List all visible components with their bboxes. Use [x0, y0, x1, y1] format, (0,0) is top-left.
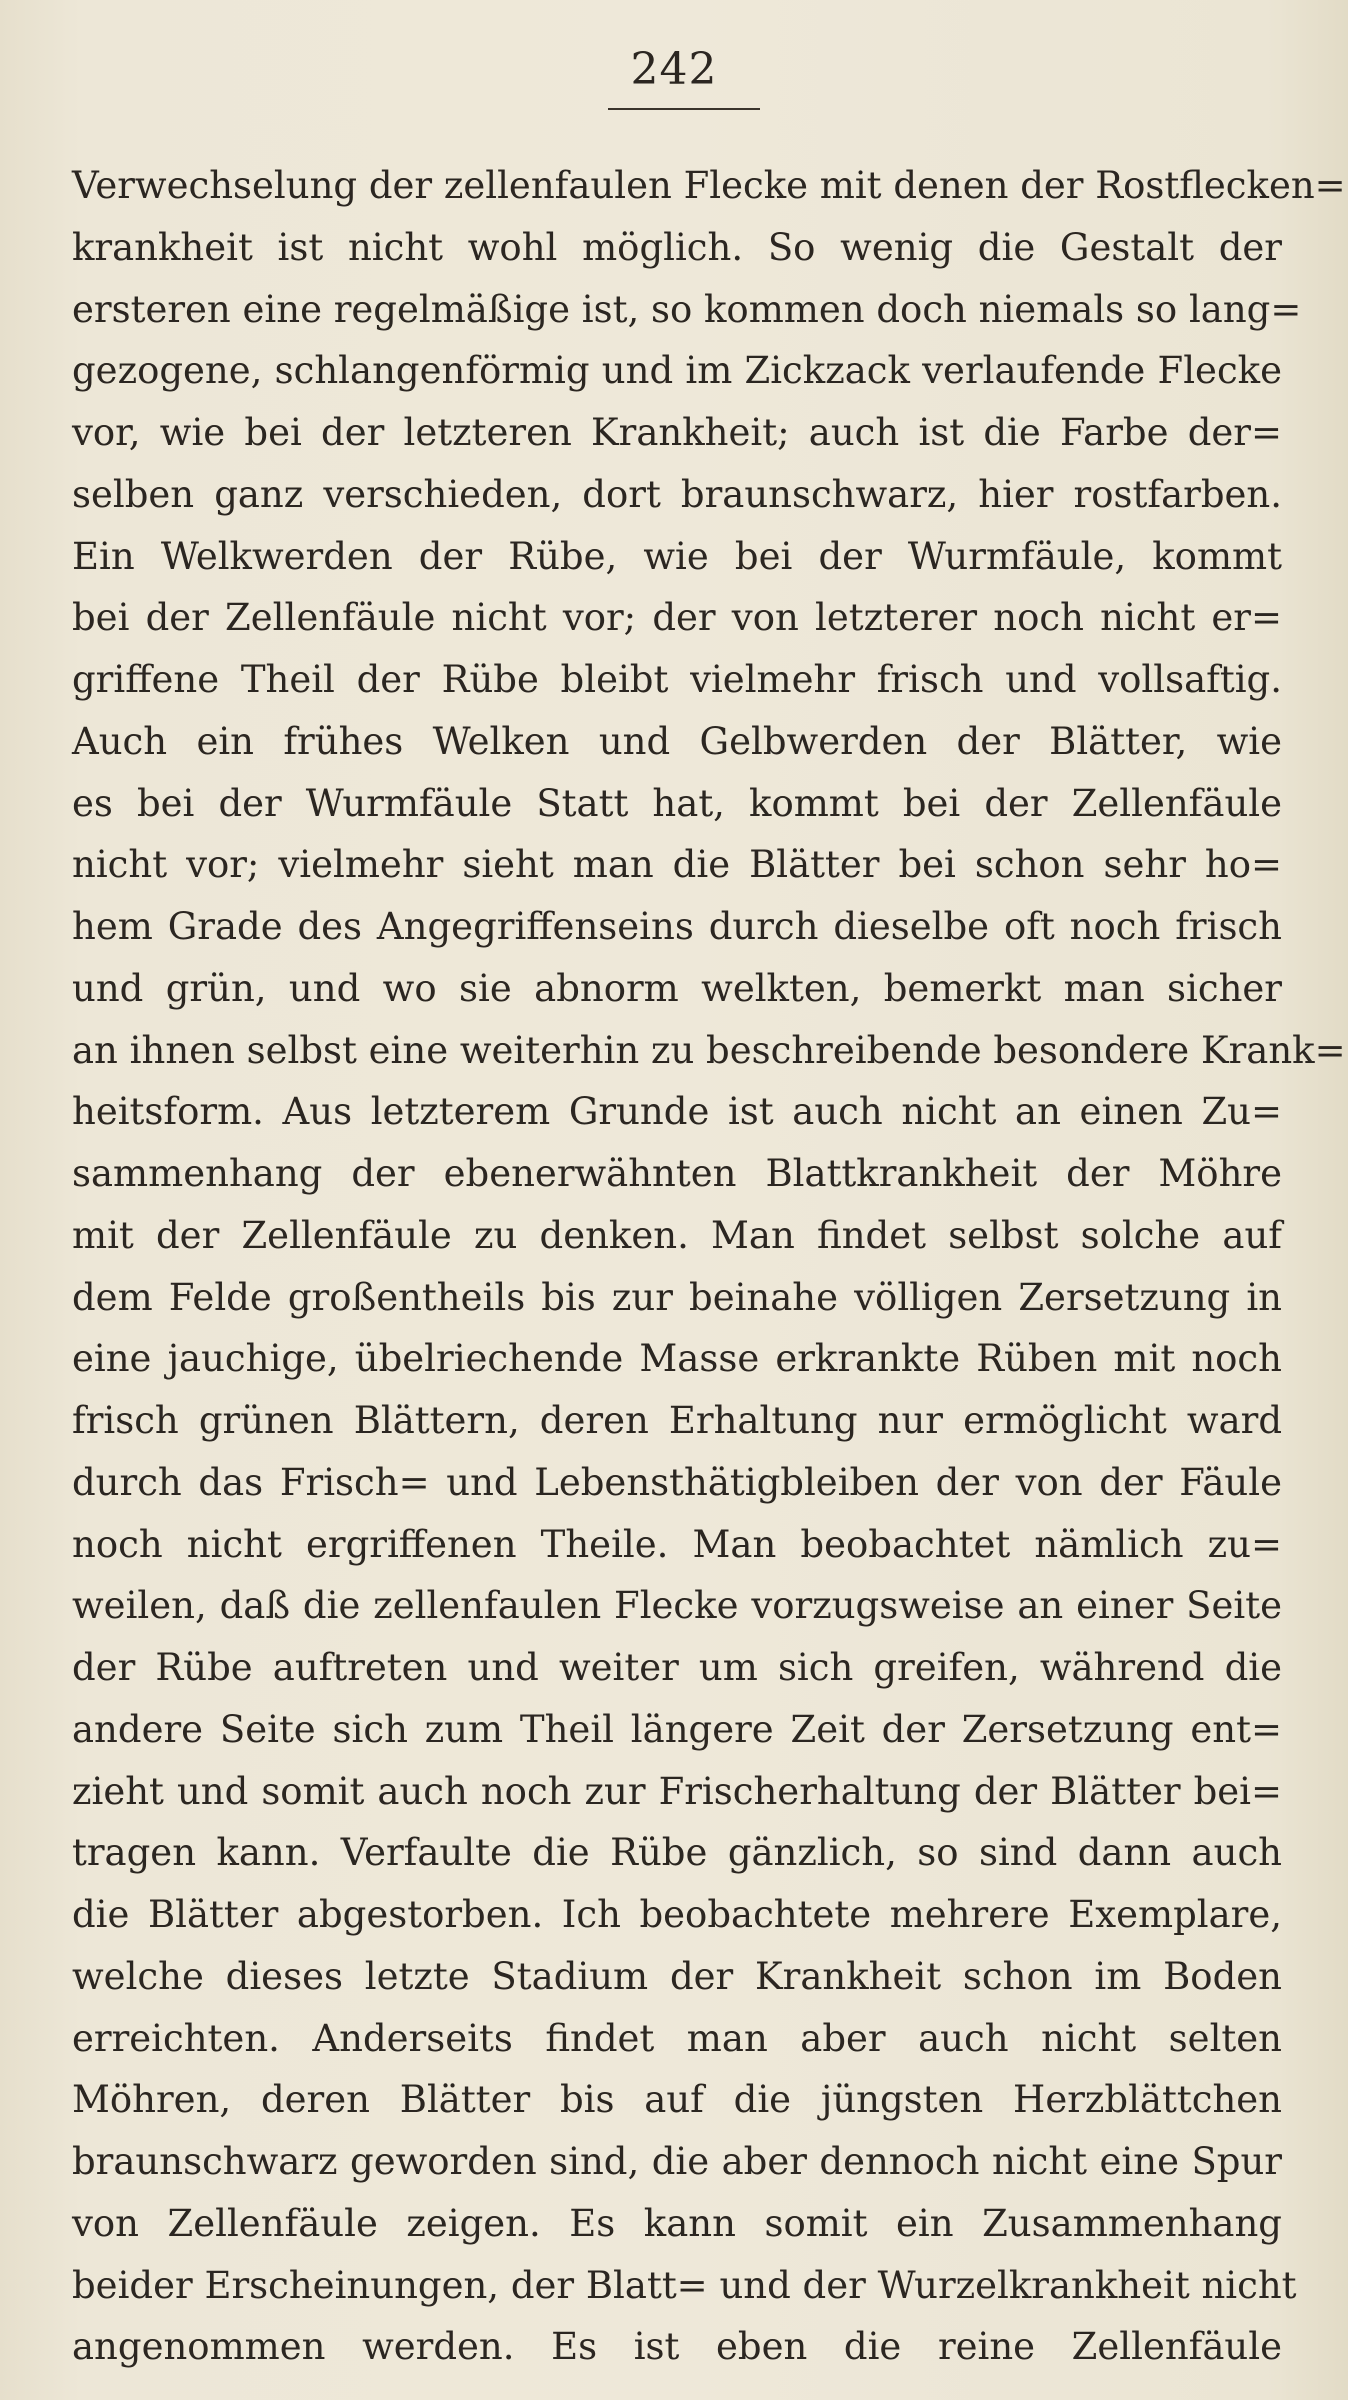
text-line: zieht und somit auch noch zur Frischerhaltung der Blätter bei=: [72, 1769, 1282, 1813]
text-line: beider Erscheinungen, der Blatt= und der Wurzelkrankheit nicht: [72, 2263, 1297, 2307]
page-number: 242: [630, 44, 718, 95]
text-line: tragen kann. Verfaulte die Rübe gänzlich, so sind dann auch: [72, 1831, 1282, 1875]
text-line: nicht vor; vielmehr sieht man die Blätter bei schon sehr ho=: [72, 843, 1282, 887]
text-line: andere Seite sich zum Theil längere Zeit der Zersetzung ent=: [72, 1707, 1282, 1751]
text-line: Möhren, deren Blätter bis auf die jüngsten Herzblättchen: [72, 2078, 1282, 2122]
text-line: mit der Zellenfäule zu denken. Man findet selbst solche auf: [72, 1213, 1282, 1257]
text-line: selben ganz verschieden, dort braunschwarz, hier rostfarben.: [72, 472, 1282, 516]
text-line: weilen, daß die zellenfaulen Flecke vorzugsweise an einer Seite: [72, 1584, 1282, 1628]
text-line: durch das Frisch= und Lebensthätigbleiben der von der Fäule: [72, 1460, 1282, 1504]
text-line: an ihnen selbst eine weiterhin zu beschreibende besondere Krank=: [72, 1028, 1346, 1072]
text-line: heitsform. Aus letzterem Grunde ist auch nicht an einen Zu=: [72, 1090, 1282, 1134]
text-line: angenommen werden. Es ist eben die reine Zellenfäule: [72, 2325, 1282, 2369]
text-line: ersteren eine regelmäßige ist, so kommen doch niemals so lang=: [72, 287, 1302, 331]
text-line: von Zellenfäule zeigen. Es kann somit ein Zusammenhang: [72, 2201, 1282, 2245]
text-line: erreichten. Anderseits findet man aber auch nicht selten: [72, 2016, 1282, 2060]
text-line: sammenhang der ebenerwähnten Blattkrankheit der Möhre: [72, 1152, 1282, 1195]
text-line: dem Felde großentheils bis zur beinahe völligen Zersetzung in: [72, 1275, 1282, 1319]
text-line: gezogene, schlangenförmig und im Zickzack verlaufende Flecke: [72, 349, 1282, 393]
header-rule: [608, 108, 760, 110]
text-line: welche dieses letzte Stadium der Krankheit schon im Boden: [72, 1954, 1282, 1998]
text-line: griffene Theil der Rübe bleibt vielmehr frisch und vollsaftig.: [72, 658, 1282, 701]
text-line: und grün, und wo sie abnorm welkten, bemerkt man sicher: [72, 966, 1282, 1010]
text-line: frisch grünen Blättern, deren Erhaltung nur ermöglicht ward: [72, 1399, 1282, 1442]
text-line: bei der Zellenfäule nicht vor; der von letzterer noch nicht er=: [72, 596, 1282, 640]
text-line: Ein Welkwerden der Rübe, wie bei der Wurmfäule, kommt: [72, 534, 1282, 578]
text-line: noch nicht ergriffenen Theile. Man beobachtet nämlich zu=: [72, 1522, 1282, 1566]
text-line: es bei der Wurmfäule Statt hat, kommt bei der Zellenfäule: [72, 781, 1282, 825]
text-line: Verwechselung der zellenfaulen Flecke mit denen der Rostflecken=: [72, 164, 1346, 207]
text-line: vor, wie bei der letzteren Krankheit; auch ist die Farbe der=: [72, 411, 1282, 454]
text-line: krankheit ist nicht wohl möglich. So wenig die Gestalt der: [72, 225, 1282, 269]
text-line: der Rübe auftreten und weiter um sich greifen, während die: [72, 1646, 1282, 1689]
body-text: [72, 155, 1346, 2378]
text-line: die Blätter abgestorben. Ich beobachtete mehrere Exemplare,: [72, 1893, 1282, 1936]
text-line: eine jauchige, übelriechende Masse erkrankte Rüben mit noch: [72, 1337, 1282, 1381]
text-line: braunschwarz geworden sind, die aber dennoch nicht eine Spur: [72, 2140, 1282, 2183]
text-line: hem Grade des Angegriffenseins durch dieselbe oft noch frisch: [72, 905, 1282, 948]
text-line: Auch ein frühes Welken und Gelbwerden der Blätter, wie: [72, 719, 1282, 763]
